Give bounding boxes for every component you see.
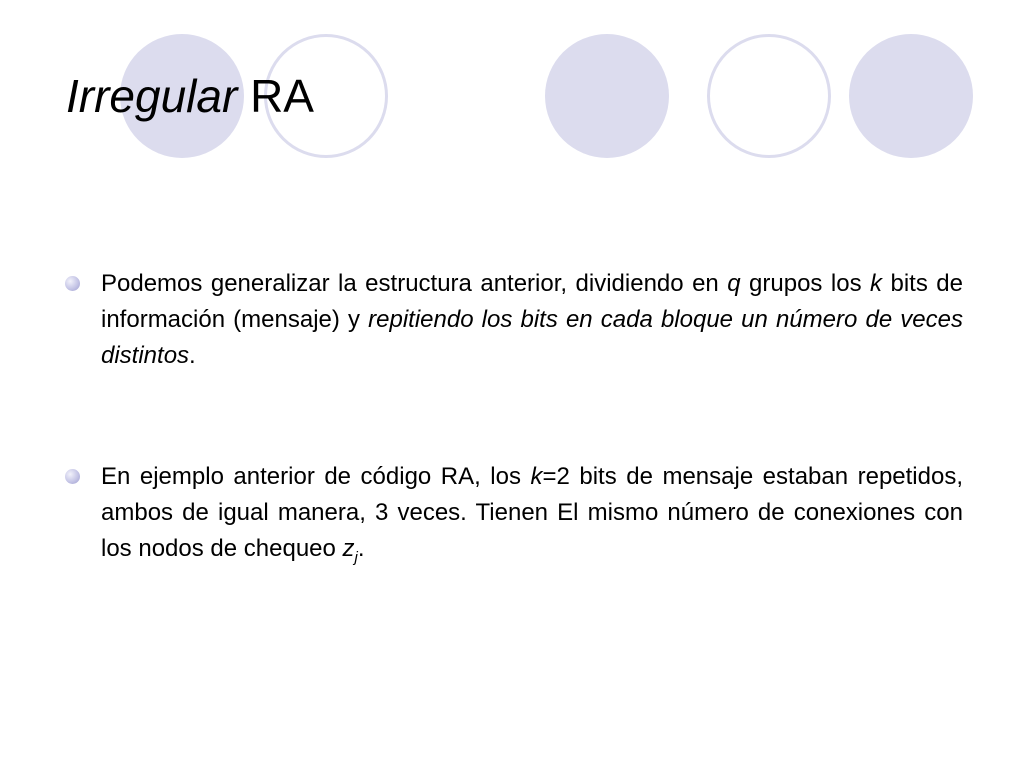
math-variable-k: k (530, 463, 543, 490)
bullet-text: En ejemplo anterior de código RA, los (101, 463, 531, 490)
bullet-dot-icon (65, 276, 80, 291)
bullet-text: =2 bits de mensaje estaban repetidos, ambos de igual manera, 3 veces. Tienen El mismo número de conexiones con los nodos de chequeo (101, 463, 964, 562)
bullet-text: grupos los (740, 270, 871, 297)
decorative-circle-filled (849, 34, 973, 158)
title-word: RA (250, 70, 314, 122)
decorative-circle-filled (545, 34, 669, 158)
bullet-text: bits de información (mensaje) y (101, 270, 963, 333)
math-subscript-j: j (354, 548, 358, 566)
bullet-text: . (357, 535, 365, 562)
bullet-item-generalization (101, 266, 963, 374)
bullet-text: Podemos generalizar la estructura anterior, dividiendo en (101, 270, 728, 297)
decorative-circle-outline (707, 34, 831, 158)
bullet-text: . (189, 342, 196, 369)
bullet-dot-icon (65, 469, 80, 484)
math-variable-k: k (870, 270, 883, 297)
emphasized-text: repitiendo los bits en cada bloque un número de veces distintos (101, 306, 963, 369)
bullet-item-example (101, 459, 963, 567)
title-italic-word: Irregular (66, 70, 238, 122)
math-variable-q: q (727, 270, 741, 297)
slide-title (66, 66, 314, 126)
math-variable-z: z (342, 535, 355, 562)
